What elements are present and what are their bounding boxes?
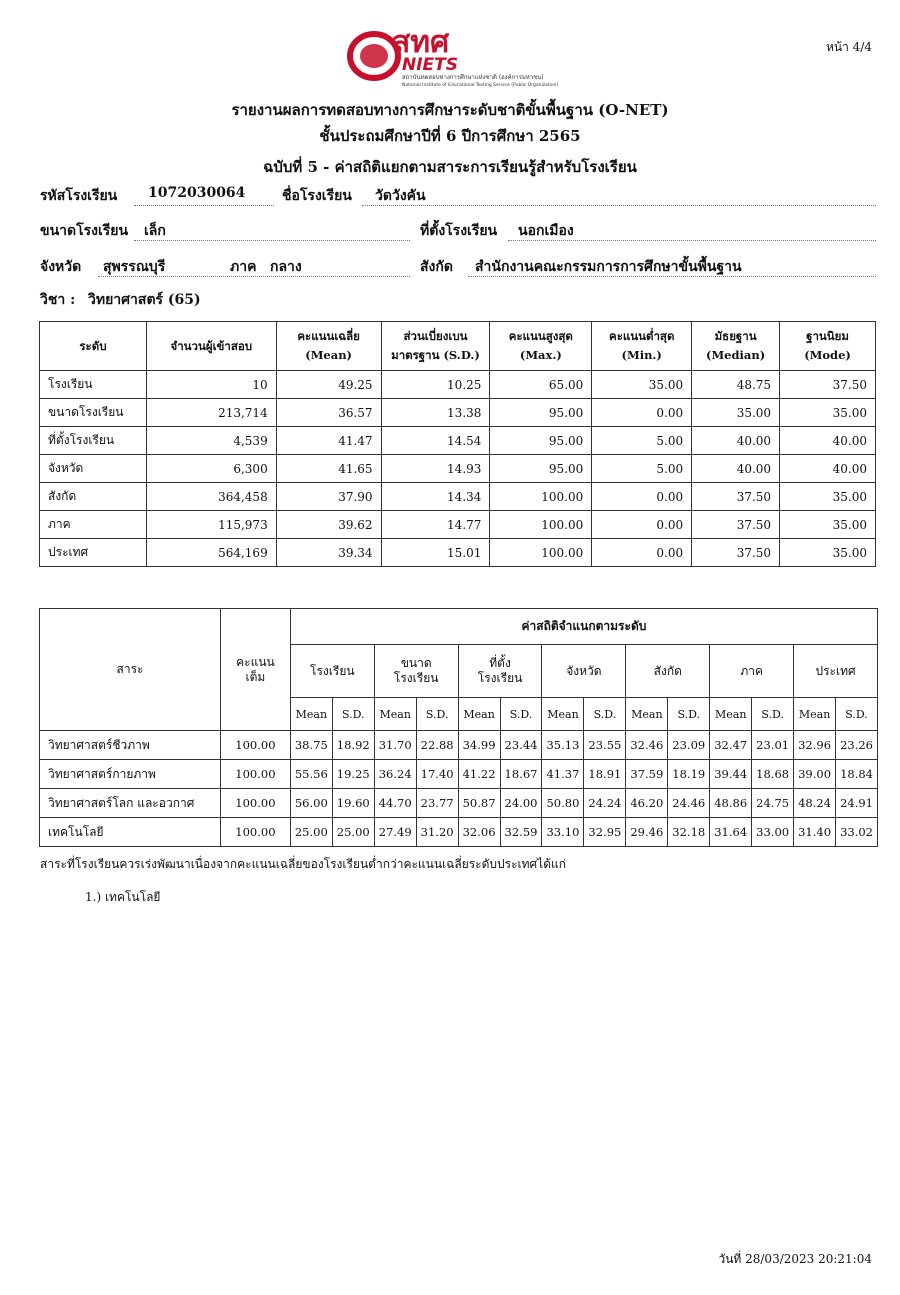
sd-value: 23.77: [416, 789, 458, 818]
sd-value: 23.01: [752, 731, 794, 760]
subject-label: วิชา :: [40, 292, 76, 308]
school-name-label: ชื่อโรงเรียน: [282, 188, 352, 204]
sd-value: 24.91: [836, 789, 878, 818]
sd-header: S.D.: [752, 698, 794, 731]
level-school: โรงเรียน: [290, 645, 374, 698]
mean-value: 48.24: [794, 789, 836, 818]
report-date: วันที่ 28/03/2023 20:21:04: [718, 1252, 872, 1266]
mean-value: 48.86: [710, 789, 752, 818]
sd-header: S.D.: [836, 698, 878, 731]
table-row: สังกัด 364,458 37.90 14.34 100.00 0.00 37.50 35.00: [40, 483, 876, 511]
development-item: 1.) เทคโนโลยี: [85, 890, 161, 904]
mean-header: Mean: [458, 698, 500, 731]
sd-value: 23.55: [584, 731, 626, 760]
subject: วิทยาศาสตร์ (65): [88, 292, 201, 308]
report-title: รายงานผลการทดสอบทางการศึกษาระดับชาติขั้นพื้นฐาน (O-NET): [231, 101, 669, 119]
level-school-size: ขนาด โรงเรียน: [374, 645, 458, 698]
mean-value: 39.44: [710, 760, 752, 789]
mean-value: 50.80: [542, 789, 584, 818]
strand-name: เทคโนโลยี: [40, 818, 221, 847]
header-sd: ส่วนเบี่ยงเบน มาตรฐาน (S.D.): [381, 322, 490, 371]
full-score: 100.00: [220, 818, 290, 847]
region-label: ภาค: [230, 259, 257, 275]
sd-value: 17.40: [416, 760, 458, 789]
sd-value: 18.91: [584, 760, 626, 789]
mean-value: 39.00: [794, 760, 836, 789]
mean-header: Mean: [794, 698, 836, 731]
level-affiliation: สังกัด: [626, 645, 710, 698]
sd-value: 32.18: [668, 818, 710, 847]
full-score: 100.00: [220, 789, 290, 818]
sd-value: 33.02: [836, 818, 878, 847]
header-level: ระดับ: [40, 322, 147, 371]
level-group-header: ค่าสถิติจำแนกตามระดับ: [290, 609, 877, 645]
niets-logo: [340, 22, 570, 90]
logo-english-text: NIETS: [402, 55, 459, 75]
sd-value: 24.00: [500, 789, 542, 818]
sd-value: 23.09: [668, 731, 710, 760]
sd-value: 24.24: [584, 789, 626, 818]
mean-value: 32.96: [794, 731, 836, 760]
province-label: จังหวัด: [40, 259, 82, 275]
sd-header: S.D.: [500, 698, 542, 731]
mean-value: 44.70: [374, 789, 416, 818]
mean-value: 31.70: [374, 731, 416, 760]
mean-value: 50.87: [458, 789, 500, 818]
level-region: ภาค: [710, 645, 794, 698]
mean-value: 56.00: [290, 789, 332, 818]
table-row: ภาค 115,973 39.62 14.77 100.00 0.00 37.50 35.00: [40, 511, 876, 539]
mean-value: 27.49: [374, 818, 416, 847]
mean-value: 32.06: [458, 818, 500, 847]
mean-value: 36.24: [374, 760, 416, 789]
mean-value: 38.75: [290, 731, 332, 760]
affiliation-label: สังกัด: [420, 259, 453, 275]
logo-org-thai: สถาบันทดสอบทางการศึกษาแห่งชาติ (องค์การมหาชน): [402, 74, 544, 81]
mean-header: Mean: [542, 698, 584, 731]
mean-value: 25.00: [290, 818, 332, 847]
school-code-label: รหัสโรงเรียน: [40, 188, 118, 204]
header-median: มัธยฐาน (Median): [692, 322, 780, 371]
mean-header: Mean: [290, 698, 332, 731]
full-score: 100.00: [220, 760, 290, 789]
school-location: นอกเมือง: [518, 223, 574, 239]
table-row: [40, 760, 878, 789]
table-row: ที่ตั้งโรงเรียน 4,539 41.47 14.54 95.00 5.00 40.00 40.00: [40, 427, 876, 455]
school-size-label: ขนาดโรงเรียน: [40, 223, 129, 239]
sd-header: S.D.: [416, 698, 458, 731]
logo-thai-text: สทศ: [392, 25, 450, 60]
development-note: สาระที่โรงเรียนควรเร่งพัฒนาเนื่องจากคะแนนเฉลี่ยของโรงเรียนต่ำกว่าคะแนนเฉลี่ยระดับประเทศได้แก่: [40, 857, 566, 871]
mean-value: 46.20: [626, 789, 668, 818]
table-row: [40, 731, 878, 760]
mean-value: 31.64: [710, 818, 752, 847]
sd-value: 18.68: [752, 760, 794, 789]
mean-value: 35.13: [542, 731, 584, 760]
sd-value: 18.19: [668, 760, 710, 789]
sd-value: 19.25: [332, 760, 374, 789]
province: สุพรรณบุรี: [103, 259, 166, 275]
region: กลาง: [270, 259, 302, 275]
sd-header: S.D.: [332, 698, 374, 731]
strand-name: วิทยาศาสตร์กายภาพ: [40, 760, 221, 789]
affiliation: สำนักงานคณะกรรมการการศึกษาขั้นพื้นฐาน: [475, 259, 742, 275]
mean-header: Mean: [374, 698, 416, 731]
header-examinees: จำนวนผู้เข้าสอบ: [146, 322, 276, 371]
sd-value: 25.00: [332, 818, 374, 847]
table-row: [40, 818, 878, 847]
sd-value: 32.59: [500, 818, 542, 847]
table-row: ประเทศ 564,169 39.34 15.01 100.00 0.00 37.50 35.00: [40, 539, 876, 567]
level-school-location: ที่ตั้ง โรงเรียน: [458, 645, 542, 698]
mean-value: 37.59: [626, 760, 668, 789]
header-max: คะแนนสูงสุด (Max.): [490, 322, 592, 371]
statistics-header-row: [40, 322, 876, 371]
sd-header: S.D.: [668, 698, 710, 731]
table-row: จังหวัด 6,300 41.65 14.93 95.00 5.00 40.00 40.00: [40, 455, 876, 483]
header-min: คะแนนต่ำสุด (Min.): [592, 322, 692, 371]
full-score: 100.00: [220, 731, 290, 760]
strand-name: วิทยาศาสตร์ชีวภาพ: [40, 731, 221, 760]
sd-value: 24.75: [752, 789, 794, 818]
school-location-label: ที่ตั้งโรงเรียน: [420, 223, 498, 239]
mean-value: 41.22: [458, 760, 500, 789]
school-size: เล็ก: [144, 223, 166, 239]
sd-value: 22.88: [416, 731, 458, 760]
mean-value: 33.10: [542, 818, 584, 847]
header-mode: ฐานนิยม (Mode): [780, 322, 876, 371]
page-number: หน้า 4/4: [826, 40, 872, 54]
strand-header: สาระ: [40, 609, 221, 731]
statistics-table: [39, 321, 876, 567]
sd-value: 18.67: [500, 760, 542, 789]
sd-value: 23.44: [500, 731, 542, 760]
sd-value: 18.84: [836, 760, 878, 789]
strand-statistics-table: [39, 608, 878, 847]
header-mean: คะแนนเฉลี่ย (Mean): [276, 322, 381, 371]
sd-value: 32.95: [584, 818, 626, 847]
table-row: [40, 789, 878, 818]
sd-value: 24.46: [668, 789, 710, 818]
sd-value: 19.60: [332, 789, 374, 818]
logo-org-english: National Institute of Educational Testing Service (Public Organization): [402, 83, 559, 88]
table-row: ขนาดโรงเรียน 213,714 36.57 13.38 95.00 0.00 35.00 35.00: [40, 399, 876, 427]
school-code: 1072030064: [148, 185, 246, 201]
sd-value: 18.92: [332, 731, 374, 760]
mean-value: 32.46: [626, 731, 668, 760]
mean-value: 41.37: [542, 760, 584, 789]
report-subtitle-edition: ฉบับที่ 5 - ค่าสถิติแยกตามสาระการเรียนรู้สำหรับโรงเรียน: [263, 158, 637, 176]
sd-value: 33.00: [752, 818, 794, 847]
full-score-header: คะแนน เต็ม: [220, 609, 290, 731]
sd-value: 31.20: [416, 818, 458, 847]
level-country: ประเทศ: [794, 645, 878, 698]
mean-value: 31.40: [794, 818, 836, 847]
mean-value: 29.46: [626, 818, 668, 847]
mean-value: 34.99: [458, 731, 500, 760]
strand-name: วิทยาศาสตร์โลก และอวกาศ: [40, 789, 221, 818]
report-subtitle-grade: ชั้นประถมศึกษาปีที่ 6 ปีการศึกษา 2565: [319, 127, 581, 145]
school-name: วัดวังคัน: [375, 188, 426, 204]
level-province: จังหวัด: [542, 645, 626, 698]
mean-value: 55.56: [290, 760, 332, 789]
mean-header: Mean: [710, 698, 752, 731]
sd-header: S.D.: [584, 698, 626, 731]
sd-value: 23.26: [836, 731, 878, 760]
mean-header: Mean: [626, 698, 668, 731]
table-row: โรงเรียน 10 49.25 10.25 65.00 35.00 48.75 37.50: [40, 371, 876, 399]
mean-value: 32.47: [710, 731, 752, 760]
